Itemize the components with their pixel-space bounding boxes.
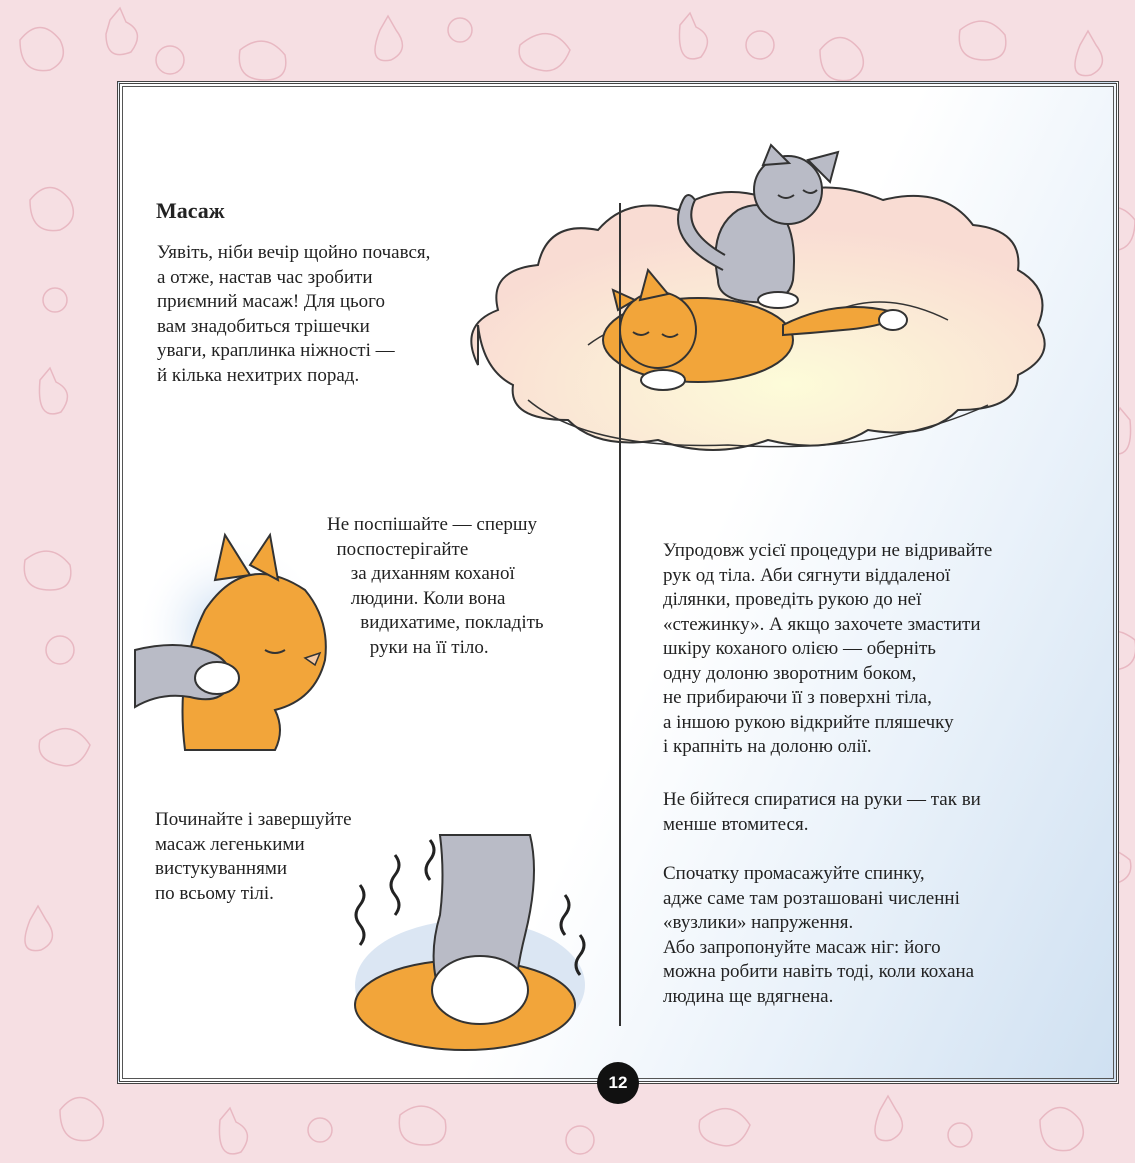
column-divider <box>619 203 621 1026</box>
section-heading: Масаж <box>156 198 225 223</box>
page-number-badge: 12 <box>597 1062 639 1104</box>
paw-tapping-illustration <box>340 835 600 1055</box>
breathing-paragraph: Не поспішайте — спершу поспостерігайте за диханням коханої людини. Коли вона видихатиме, покладіть руки на її тіло. <box>327 514 544 658</box>
cats-on-cloud-illustration <box>448 140 1108 500</box>
intro-paragraph: Уявіть, ніби вечір щойно почався, а отже, настав час зробити приємний масаж! Для цього вам знадобиться трішечки уваги, краплинка ніжності — й кілька нехитрих порад. <box>157 242 431 386</box>
tapping-paragraph: Починайте і завершуйте масаж легенькими вистукуваннями по всьому тілі. <box>155 809 352 904</box>
hands-paragraph: Упродовж усієї процедури не відривайте рук од тіла. Аби сягнути віддаленої ділянки, проведіть рукою до неї «стежинку». А якщо захочете змастити шкіру коханого олією — оберніть одну долоню зворотним боком, не прибираючи її з поверхні тіла, а іншою рукою відкрийте пляшечку і крапніть на долоню олії. <box>663 540 993 757</box>
lean-paragraph: Не бійтеся спиратися на руки — так ви менше втомитеся. <box>663 789 981 835</box>
cat-face-illustration <box>135 510 335 760</box>
back-paragraph: Спочатку промасажуйте спинку, адже саме там розташовані численні «вузлики» напруження. Або запропонуйте масаж ніг: його можна робити навіть тоді, коли кохана людина ще вдягнена. <box>663 863 975 1007</box>
